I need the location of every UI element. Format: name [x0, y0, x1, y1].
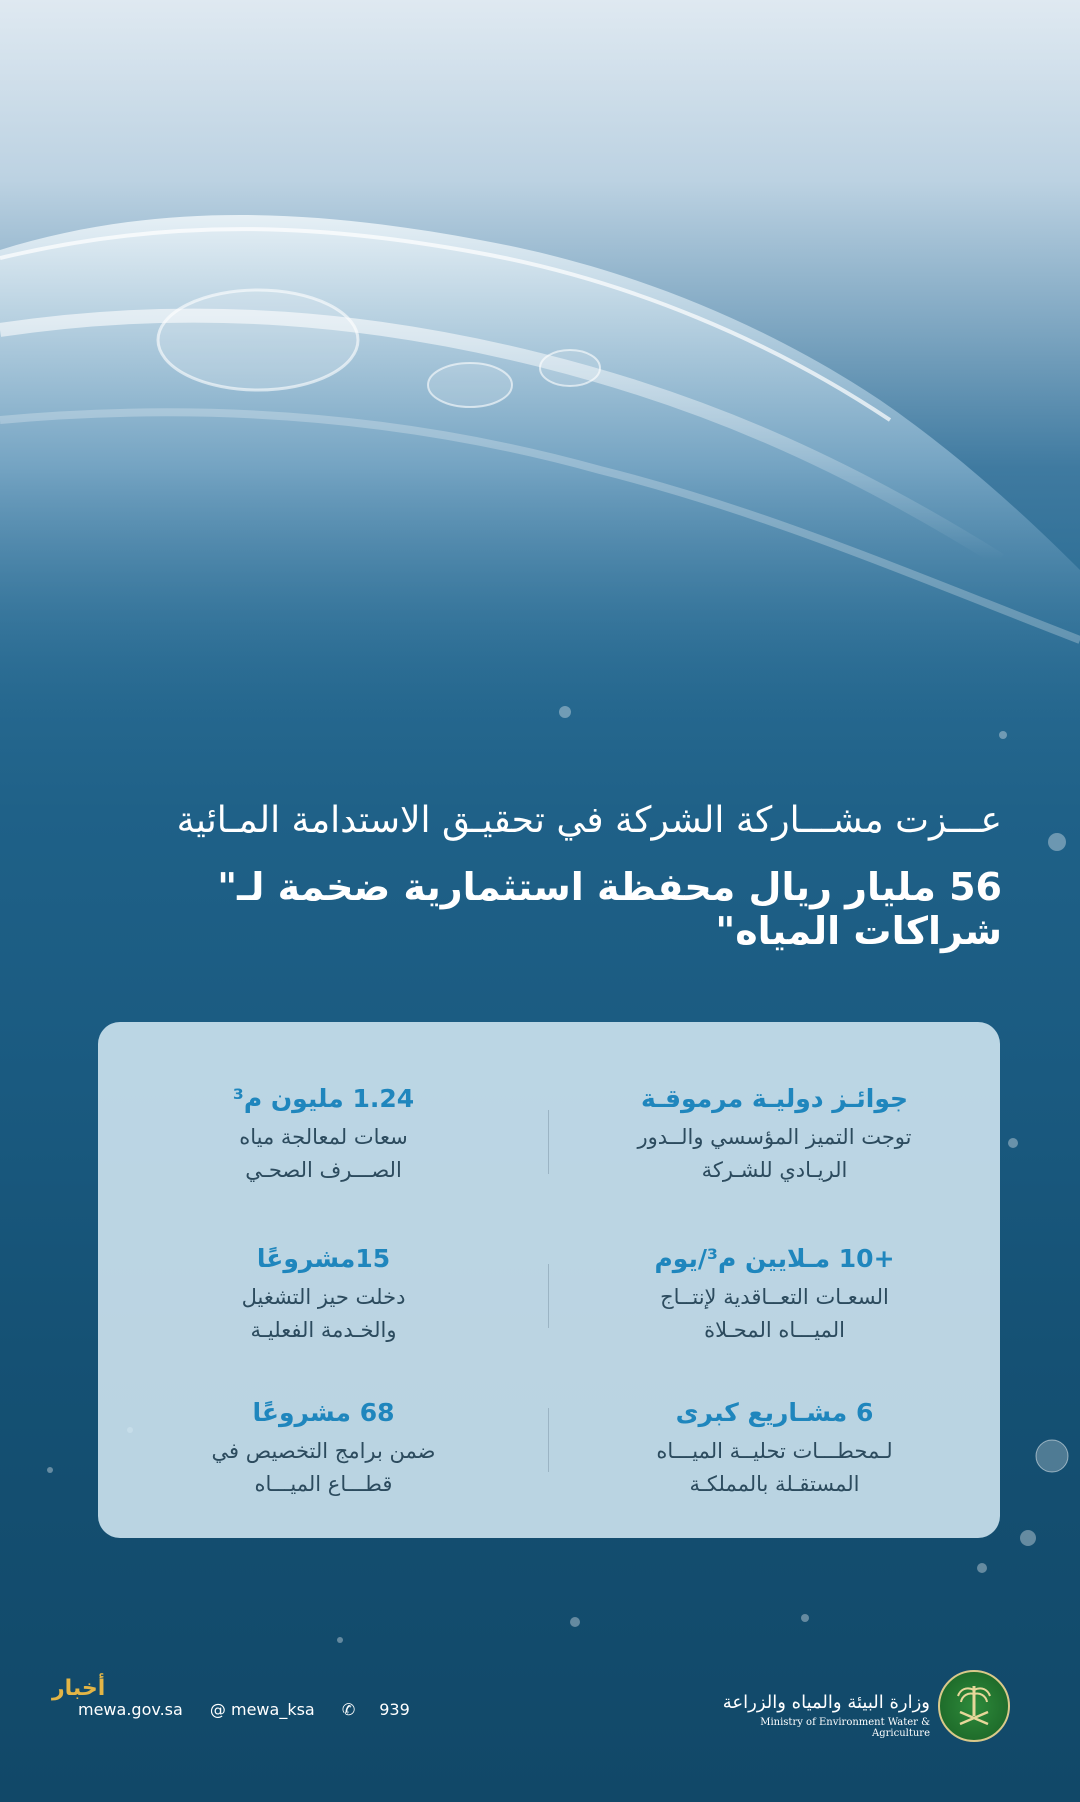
- stat-title: 68 مشروعًا: [252, 1398, 395, 1427]
- stat-desc-line1: دخلت حيز التشغيل: [241, 1285, 406, 1309]
- footer: [0, 1660, 1080, 1750]
- contact-info: [78, 1700, 410, 1719]
- news-watermark-logo: أخبار: [52, 1676, 106, 1701]
- stat-operational-projects: [98, 1244, 549, 1347]
- stat-wastewater: [98, 1084, 549, 1187]
- stat-title: 6 مشـاريع كبرى: [675, 1398, 874, 1427]
- stat-desc-line1: ضمن برامج التخصيص في: [211, 1439, 436, 1463]
- stat-title: 1.24 مليون م³: [232, 1084, 415, 1113]
- stat-desc-line2: والخـدمة الفعليـة: [250, 1318, 397, 1342]
- stat-desc-line1: السعـات التعــاقدية لإنتــاج: [660, 1285, 889, 1309]
- stat-title: +10 مـلايين م³/يوم: [654, 1244, 895, 1273]
- divider: [548, 1264, 549, 1328]
- stat-desc-line2: قطـــاع الميـــاه: [254, 1472, 393, 1496]
- website-link[interactable]: mewa.gov.sa: [78, 1700, 183, 1719]
- stat-desc-line2: الريـادي للشـركة: [701, 1158, 848, 1182]
- headline: [78, 800, 1002, 953]
- stat-major-projects: [549, 1398, 1000, 1501]
- headline-line-2: 56 مليار ريال محفظة استثمارية ضخمة لـ" شراكات المياه": [217, 865, 1002, 953]
- stat-desc-line2: الصـــرف الصحـي: [245, 1158, 402, 1182]
- stat-desc-line1: توجت التميز المؤسسي والــدور: [637, 1125, 912, 1149]
- stat-title: 15مشروعًا: [256, 1244, 391, 1273]
- stat-title: جوائـز دوليـة مرموقـة: [640, 1084, 909, 1113]
- stat-desalination-capacity: [549, 1244, 1000, 1347]
- stats-card: [98, 1022, 1000, 1538]
- stat-privatization-projects: [98, 1398, 549, 1501]
- divider: [548, 1110, 549, 1174]
- stat-desc-line1: لـمحطـــات تحليــة الميـــاه: [656, 1439, 893, 1463]
- ministry-logo: [710, 1670, 1010, 1750]
- headline-line-1: عـــزت مشـــاركة الشركة في تحقيـق الاستدامة المـائية: [176, 800, 1002, 841]
- divider: [548, 1408, 549, 1472]
- stat-awards: [549, 1084, 1000, 1187]
- phone-icon: ✆: [341, 1700, 356, 1719]
- stat-desc-line2: المستقـلة بالمملكـة: [689, 1472, 860, 1496]
- stat-desc-line1: سعات لمعالجة مياه: [239, 1125, 408, 1149]
- water-wave-image: [0, 0, 1080, 720]
- ministry-name-en: Ministry of Environment Water & Agriculture: [760, 1717, 930, 1739]
- phone-number[interactable]: 939: [379, 1700, 410, 1719]
- twitter-handle[interactable]: @ mewa_ksa: [209, 1700, 315, 1719]
- ministry-name-ar: وزارة البيئة والمياه والزراعة: [722, 1692, 930, 1713]
- stat-desc-line2: الميـــاه المحـلاة: [704, 1318, 845, 1342]
- palm-swords-emblem-icon: [938, 1670, 1010, 1742]
